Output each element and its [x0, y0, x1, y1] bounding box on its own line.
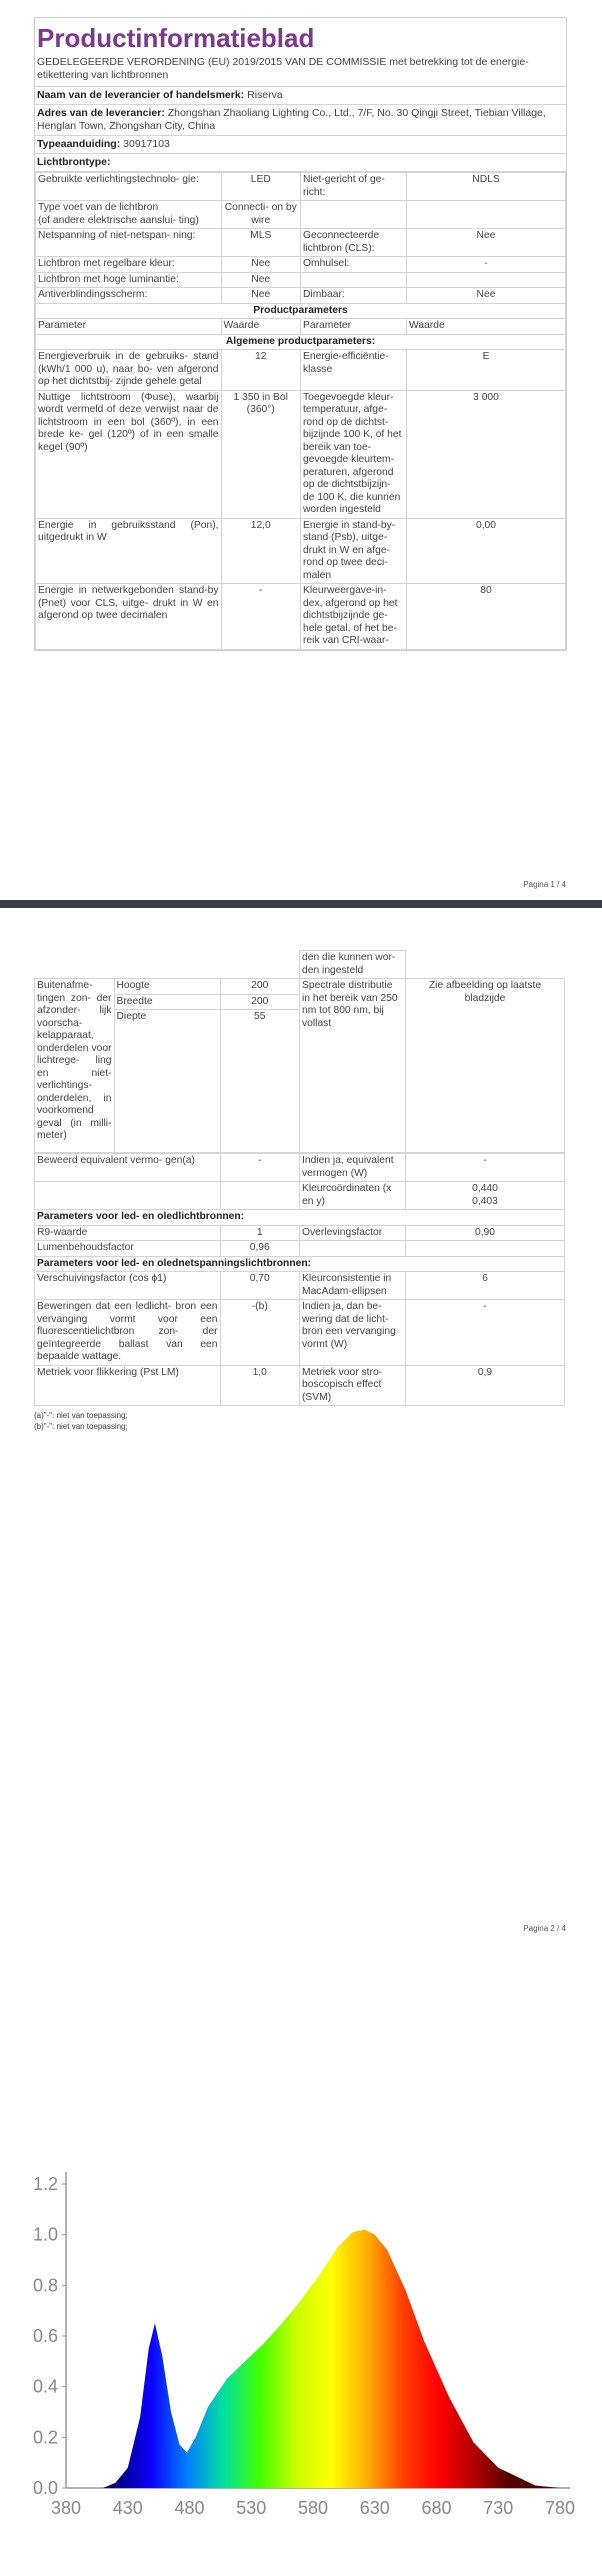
table-cell: Kleurweergave-in- dex, afgerond op het dichtstbijzijnde ge- hele getal, of het be- reik van CRI-waar-	[301, 584, 407, 650]
x-tick-label: 480	[174, 2498, 205, 2518]
y-tick-label: 1.0	[32, 2224, 58, 2245]
mains-params-header: Parameters voor led- en olednetspanningslichtbronnen:	[35, 1256, 565, 1272]
table-cell: E	[407, 350, 566, 391]
table-cell: Toegevoegde kleur- temperatuur, afge- rond op de dichtst- bijzijnde 100 K, of het bereik van toe- gevoegde kleurtem- peraturen, afgerond op de dichtstbijzijn- de 100 K, die kunnen worden ingesteld	[301, 390, 407, 518]
table-cell: Indien ja, dan be- wering dat de licht- bron een vervanging vormt (W)	[300, 1300, 406, 1366]
footnote-a: (a)"-": niet van toepassing;	[34, 1411, 128, 1420]
page-2-content	[34, 950, 565, 1432]
table-cell: Energie in stand-by- stand (Psb), uitge- drukt in W en afge- rond op twee deci- malen	[301, 518, 407, 584]
footnotes	[34, 1410, 565, 1432]
model-identifier	[35, 136, 566, 154]
table-cell	[300, 1241, 406, 1257]
table-cell: 0,9	[406, 1365, 565, 1406]
table-row	[36, 518, 566, 584]
y-tick-label: 0.0	[32, 2478, 58, 2498]
page-2	[0, 908, 602, 2068]
supplier-address	[35, 105, 566, 136]
col-header-value-2: Waarde	[407, 319, 566, 335]
table-cell: 1,0	[220, 1365, 300, 1406]
supplier-address-value: Zhongshan Zhaoliang Lighting Co., Ltd., 7/F, No. 30 Qingji Street, Tiebian Village, Henglan Town, Zhongshan City, China	[37, 107, 546, 132]
table-cell: Nee	[221, 257, 301, 273]
table-cell: Metriek voor stro- boscopisch effect (SVM)	[300, 1365, 406, 1406]
col-header-parameter-2: Parameter	[301, 319, 407, 335]
table-cell: 1 350 in Bol (360°)	[221, 390, 301, 518]
y-tick-label: 0.6	[32, 2326, 58, 2346]
spectrum-area	[66, 2230, 560, 2488]
y-tick-label: 0.2	[32, 2427, 58, 2448]
page-number-1: Pagina 1 / 4	[523, 880, 566, 889]
table-cell: Overlevingsfactor	[300, 1225, 406, 1241]
spectral-label: Spectrale distributie in het bereik van 250 nm tot 800 nm, bij vollast	[300, 979, 406, 1153]
table-cell: 0,00	[407, 518, 566, 584]
table-row	[35, 1272, 565, 1300]
table-cell: Nee	[221, 272, 301, 288]
table-cell: Metriek voor flikkering (Pst LM)	[35, 1365, 221, 1406]
table-cell: Kleurcoördinaten (x en y)	[300, 1182, 406, 1210]
page-1	[0, 0, 602, 900]
table-cell: Verschuivingsfactor (cos ϕ1)	[35, 1272, 221, 1300]
params-table-2	[34, 1153, 565, 1406]
dim-depth-value: 55	[220, 1010, 300, 1153]
table-cell: Beweerd equivalent vermo- gen(a)	[35, 1154, 221, 1182]
table-cell: 12,0	[221, 518, 301, 584]
light-source-type-label: Lichtbrontype:	[37, 156, 111, 168]
table-row	[35, 1182, 565, 1210]
y-tick-label: 1.2	[32, 2174, 58, 2194]
table-row	[36, 288, 566, 304]
table-cell: -	[406, 1300, 565, 1366]
table-cell: 12	[221, 350, 301, 391]
table-row	[35, 1154, 565, 1182]
light-source-type	[35, 154, 566, 172]
x-tick-label: 730	[483, 2498, 514, 2518]
table-row	[35, 1300, 565, 1366]
table-cell: Indien ja, equivalent vermogen (W)	[300, 1154, 406, 1182]
table-cell	[35, 1182, 221, 1210]
table-cell: Type voet van de lichtbron (of andere elektrische aanslui- ting)	[36, 201, 222, 229]
x-tick-label: 530	[236, 2498, 267, 2518]
table-cell: Lumenbehoudsfactor	[35, 1241, 221, 1257]
table-row	[36, 257, 566, 273]
table-row	[35, 1365, 565, 1406]
model-value: 30917103	[123, 138, 170, 150]
table-row	[36, 390, 566, 518]
table-cell: Lichtbron met hoge luminantie:	[36, 272, 222, 288]
table-cell: 0,96	[220, 1241, 300, 1257]
table-cell: MLS	[221, 229, 301, 257]
table-cell	[220, 1182, 300, 1210]
table-cell	[301, 272, 407, 288]
table-cell: 0,440 0,403	[406, 1182, 565, 1210]
dim-width-value: 200	[220, 994, 300, 1010]
page-3-spectrum	[0, 2068, 602, 2560]
table-row	[36, 173, 566, 201]
product-params-header: Productparameters	[36, 303, 566, 319]
y-tick-label: 0.4	[32, 2376, 58, 2397]
table-cell: Nee	[407, 229, 566, 257]
table-cell: 80	[407, 584, 566, 650]
table-row	[35, 1241, 565, 1257]
col-header-parameter: Parameter	[36, 319, 222, 335]
table-cell: Nee	[407, 288, 566, 304]
supplier-name-value: Riserva	[247, 89, 283, 101]
table-cell: Dimbaar:	[301, 288, 407, 304]
x-tick-label: 630	[359, 2498, 390, 2518]
model-label: Typeaanduiding:	[37, 138, 121, 150]
table-cell: Niet-gericht of ge- richt:	[301, 173, 407, 201]
y-tick-label: 0.8	[32, 2275, 58, 2296]
table-cell: Geconnecteerde lichtbron (CLS):	[301, 229, 407, 257]
supplier-address-label: Adres van de leverancier:	[37, 107, 165, 119]
x-tick-label: 780	[544, 2498, 576, 2518]
x-tick-label: 580	[297, 2498, 329, 2518]
table-cell: -	[407, 257, 566, 273]
continued-table	[34, 950, 565, 1153]
led-params-header: Parameters voor led- en oledlichtbronnen:	[35, 1210, 565, 1226]
col-header-value: Waarde	[221, 319, 301, 335]
table-cell: Energie-efficiëntie- klasse	[301, 350, 407, 391]
table-cell	[301, 201, 407, 229]
spectral-value: Zie afbeelding op laatste bladzijde	[406, 979, 565, 1153]
table-row	[36, 584, 566, 650]
table-cell: 6	[406, 1272, 565, 1300]
table-cell	[407, 272, 566, 288]
table-cell: Energie in gebruiksstand (Pon), uitgedrukt in W	[36, 518, 222, 584]
table-cell: Nuttige lichtstroom (Φuse), waarbij wordt vermeld of deze verwijst naar de lichtstroom in een bol (360º), in een brede ke- gel (120º) of in een smalle kegel (90º)	[36, 390, 222, 518]
table-cell: Netspanning of niet-netspan- ning:	[36, 229, 222, 257]
x-tick-label: 680	[421, 2498, 452, 2518]
x-tick-label: 380	[50, 2498, 82, 2518]
general-params-header: Algemene productparameters:	[36, 334, 566, 350]
table-cell: R9-waarde	[35, 1225, 221, 1241]
table-cell: Kleurconsistentie in MacAdam-ellipsen	[300, 1272, 406, 1300]
table-row	[36, 350, 566, 391]
footnote-b: (b)"-": niet van toepassing;	[34, 1422, 128, 1431]
table-cell: Connecti- on by wire	[221, 201, 301, 229]
page-number-2: Pagina 2 / 4	[523, 1924, 566, 1933]
table-cell: Lichtbron met regelbare kleur:	[36, 257, 222, 273]
document-frame	[34, 17, 567, 651]
table-cell: 3 000	[407, 390, 566, 518]
spectral-distribution-chart	[0, 2068, 602, 2560]
dim-depth-label: Diepte	[114, 1010, 220, 1153]
continuation-text: den die kunnen wor- den ingesteld	[300, 951, 406, 979]
table-cell: LED	[221, 173, 301, 201]
table-cell: 0,90	[406, 1225, 565, 1241]
table-cell: Gebruikte verlichtingstechnolo- gie:	[36, 173, 222, 201]
supplier-name-label: Naam van de leverancier of handelsmerk:	[37, 89, 245, 101]
dim-height-value: 200	[220, 979, 300, 995]
table-cell: -	[221, 584, 301, 650]
table-cell: 0,70	[220, 1272, 300, 1300]
table-row	[36, 272, 566, 288]
table-cell: 1	[220, 1225, 300, 1241]
regulation-text: GEDELEGEERDE VERORDENING (EU) 2019/2015 VAN DE COMMISSIE met betrekking tot de energie-etikettering van lichtbronnen	[35, 56, 566, 87]
table-cell: -	[406, 1154, 565, 1182]
table-cell: Antiverblindingsscherm:	[36, 288, 222, 304]
table-cell: -	[220, 1154, 300, 1182]
dim-height-label: Hoogte	[114, 979, 220, 995]
table-cell: Energie in netwerkgebonden stand-by (Pnet) voor CLS, uitge- drukt in W en afgerond op twee decimalen	[36, 584, 222, 650]
page-separator	[0, 900, 602, 908]
table-cell: Energieverbruik in de gebruiks- stand (kWh/1 000 u), naar bo- ven afgerond op het dichtstbij- zijnde gehele getal	[36, 350, 222, 391]
table-cell: NDLS	[407, 173, 566, 201]
dimensions-label: Buitenafme- tingen zon- der afzonder- lijk voorscha- kelapparaat, onderdelen voor lichtrege- ling en niet- verlichtings- onderdelen, in voorkomend geval (in milli- meter)	[35, 979, 115, 1153]
chart-plot	[65, 2229, 561, 2489]
table-row	[36, 229, 566, 257]
table-cell	[406, 1241, 565, 1257]
table-cell	[407, 201, 566, 229]
x-tick-label: 430	[112, 2498, 143, 2518]
table-cell: -(b)	[220, 1300, 300, 1366]
table-cell: Nee	[221, 288, 301, 304]
document-title: Productinformatieblad	[37, 23, 315, 53]
light-source-table	[35, 172, 566, 650]
table-row	[35, 1225, 565, 1241]
table-cell: Omhulsel:	[301, 257, 407, 273]
table-cell: Beweringen dat een ledlicht- bron een vervanging vormt voor een fluorescentielichtbron zon- der geïntegreerde ballast van een bepaalde wattage.	[35, 1300, 221, 1366]
supplier-name	[35, 87, 566, 105]
dim-width-label: Breedte	[114, 994, 220, 1010]
table-row	[36, 201, 566, 229]
